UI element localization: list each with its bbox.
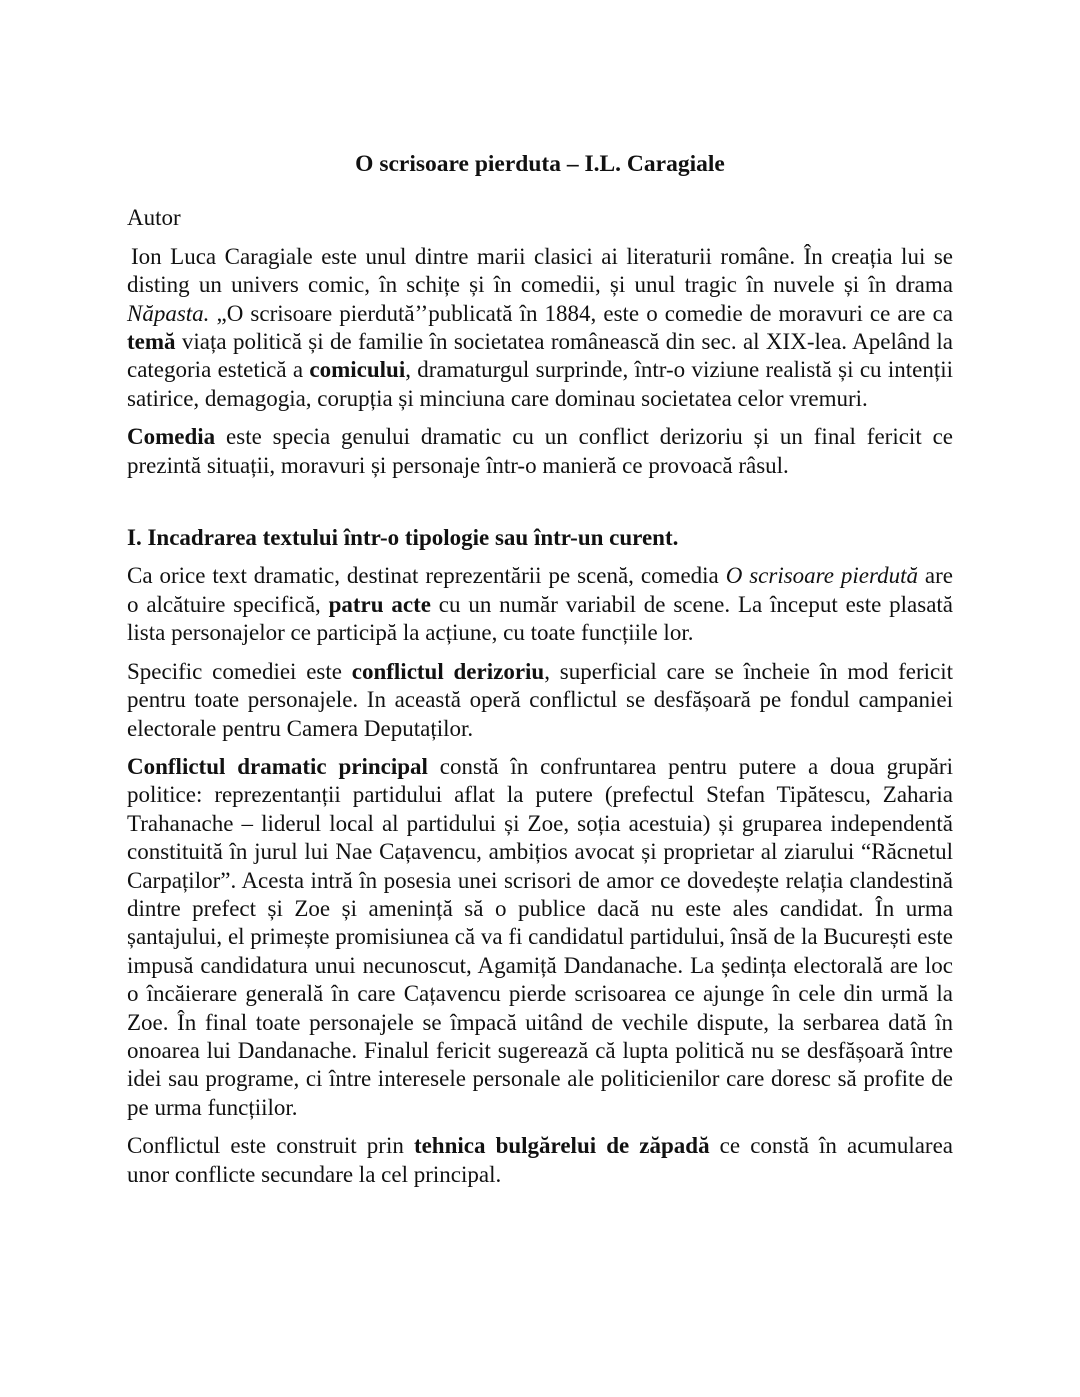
text-span: „O scrisoare pierdută’’publicată în 1884, este o comedie de moravuri ce are ca (209, 300, 953, 326)
section-heading: I. Incadrarea textului într-o tipologie sau într-un curent. (127, 525, 679, 551)
text-span: , superficial care se încheie în mod fericit pentru toate personajele. In această operă conflictul se desfășoară pe fondul campaniei electorale pentru Camera Deputaților. (127, 658, 953, 741)
paragraph-structure (127, 562, 953, 647)
bold-term: patru acte (328, 591, 431, 617)
text-span: Specific comediei este (127, 658, 352, 684)
paragraph-comedy-definition (127, 423, 953, 480)
bold-term: Conflictul dramatic principal (127, 753, 428, 779)
bold-term: comicului (309, 357, 406, 383)
paragraph-author-intro (127, 243, 953, 413)
text-span: cu un număr variabil de scene. La început este plasată lista personajelor ce participă la acțiune, cu toate funcțiile lor. (127, 591, 953, 646)
bold-term: Comedia (127, 424, 216, 450)
document-page (127, 150, 953, 1199)
italic-title: O scrisoare pierdută (725, 563, 918, 589)
text-span: Conflictul este construit prin (127, 1133, 414, 1159)
text-span: ce constă în acumularea unor conflicte secundare la cel principal. (127, 1133, 953, 1187)
bold-term: temă (127, 329, 176, 355)
text-span: este specia genului dramatic cu un conflict derizoriu și un final fericit ce prezintă situații, moravuri și personaje într-o manieră ce provoacă râsul. (127, 424, 953, 478)
text-span: constă în confruntarea pentru putere a doua grupări politice: reprezentanții partidului aflat la putere (prefectul Stefan Tipătescu, Zaharia Trahanache – liderul local al partidului și Zoe, soția acestuia) și gruparea independentă constituită în jurul lui Nae Cațavencu, ambițios avocat și proprietar al ziarului “Răcnetul Carpaților”. Acesta intră în posesia unei scrisori de amor ce dovedește relația clandestină dintre prefect și Zoe și amenință să o publice dacă nu este ales candidat. În urma șantajului, el primește promisiunea că va fi candidatul partidului, însă de la București este impusă candidatura unui necunoscut, Agamiță Dandanache. La ședința electorală are loc o încăierare generală în care Cațavencu pierde scrisoarea ce ajunge în cele din urmă la Zoe. În final toate personajele se împacă uitând de vechile dispute, la serbarea dată în onoarea lui Dandanache. Finalul fericit sugerează că lupta politică nu se desfășoară între idei sau programe, ci între interesele personale ale politicienilor care doresc să profite de pe urma funcțiilor. (127, 753, 953, 1120)
text-span: Ion Luca Caragiale este unul dintre marii clasici ai literaturii române. În creația lui se disting un univers comic, în schițe și în comedii, și unul tragic în nuvele și în drama (127, 243, 953, 298)
text-span: viața politică și de familie în societatea românească din sec. al XIX-lea. Apelând la categoria estetică a (127, 329, 953, 383)
bold-term: tehnica bulgărelui de zăpadă (413, 1133, 710, 1159)
paragraph-conflict-type (127, 658, 953, 743)
document-title: O scrisoare pierduta – I.L. Caragiale (355, 151, 725, 177)
paragraph-snowball-technique (127, 1132, 953, 1189)
text-span: , dramaturgul surprinde, într-o viziune realistă și cu intenții satirice, demagogia, corupția și minciuna care dominau societatea celor vremuri. (127, 357, 954, 411)
text-span: are o alcătuire specifică, (127, 563, 953, 617)
italic-title: Năpasta. (127, 300, 210, 326)
paragraph-main-conflict (127, 753, 953, 1122)
text-span: Ca orice text dramatic, destinat reprezentării pe scenă, comedia (127, 563, 726, 589)
bold-term: conflictul derizoriu (351, 658, 545, 684)
section-label-autor: Autor (127, 205, 181, 231)
